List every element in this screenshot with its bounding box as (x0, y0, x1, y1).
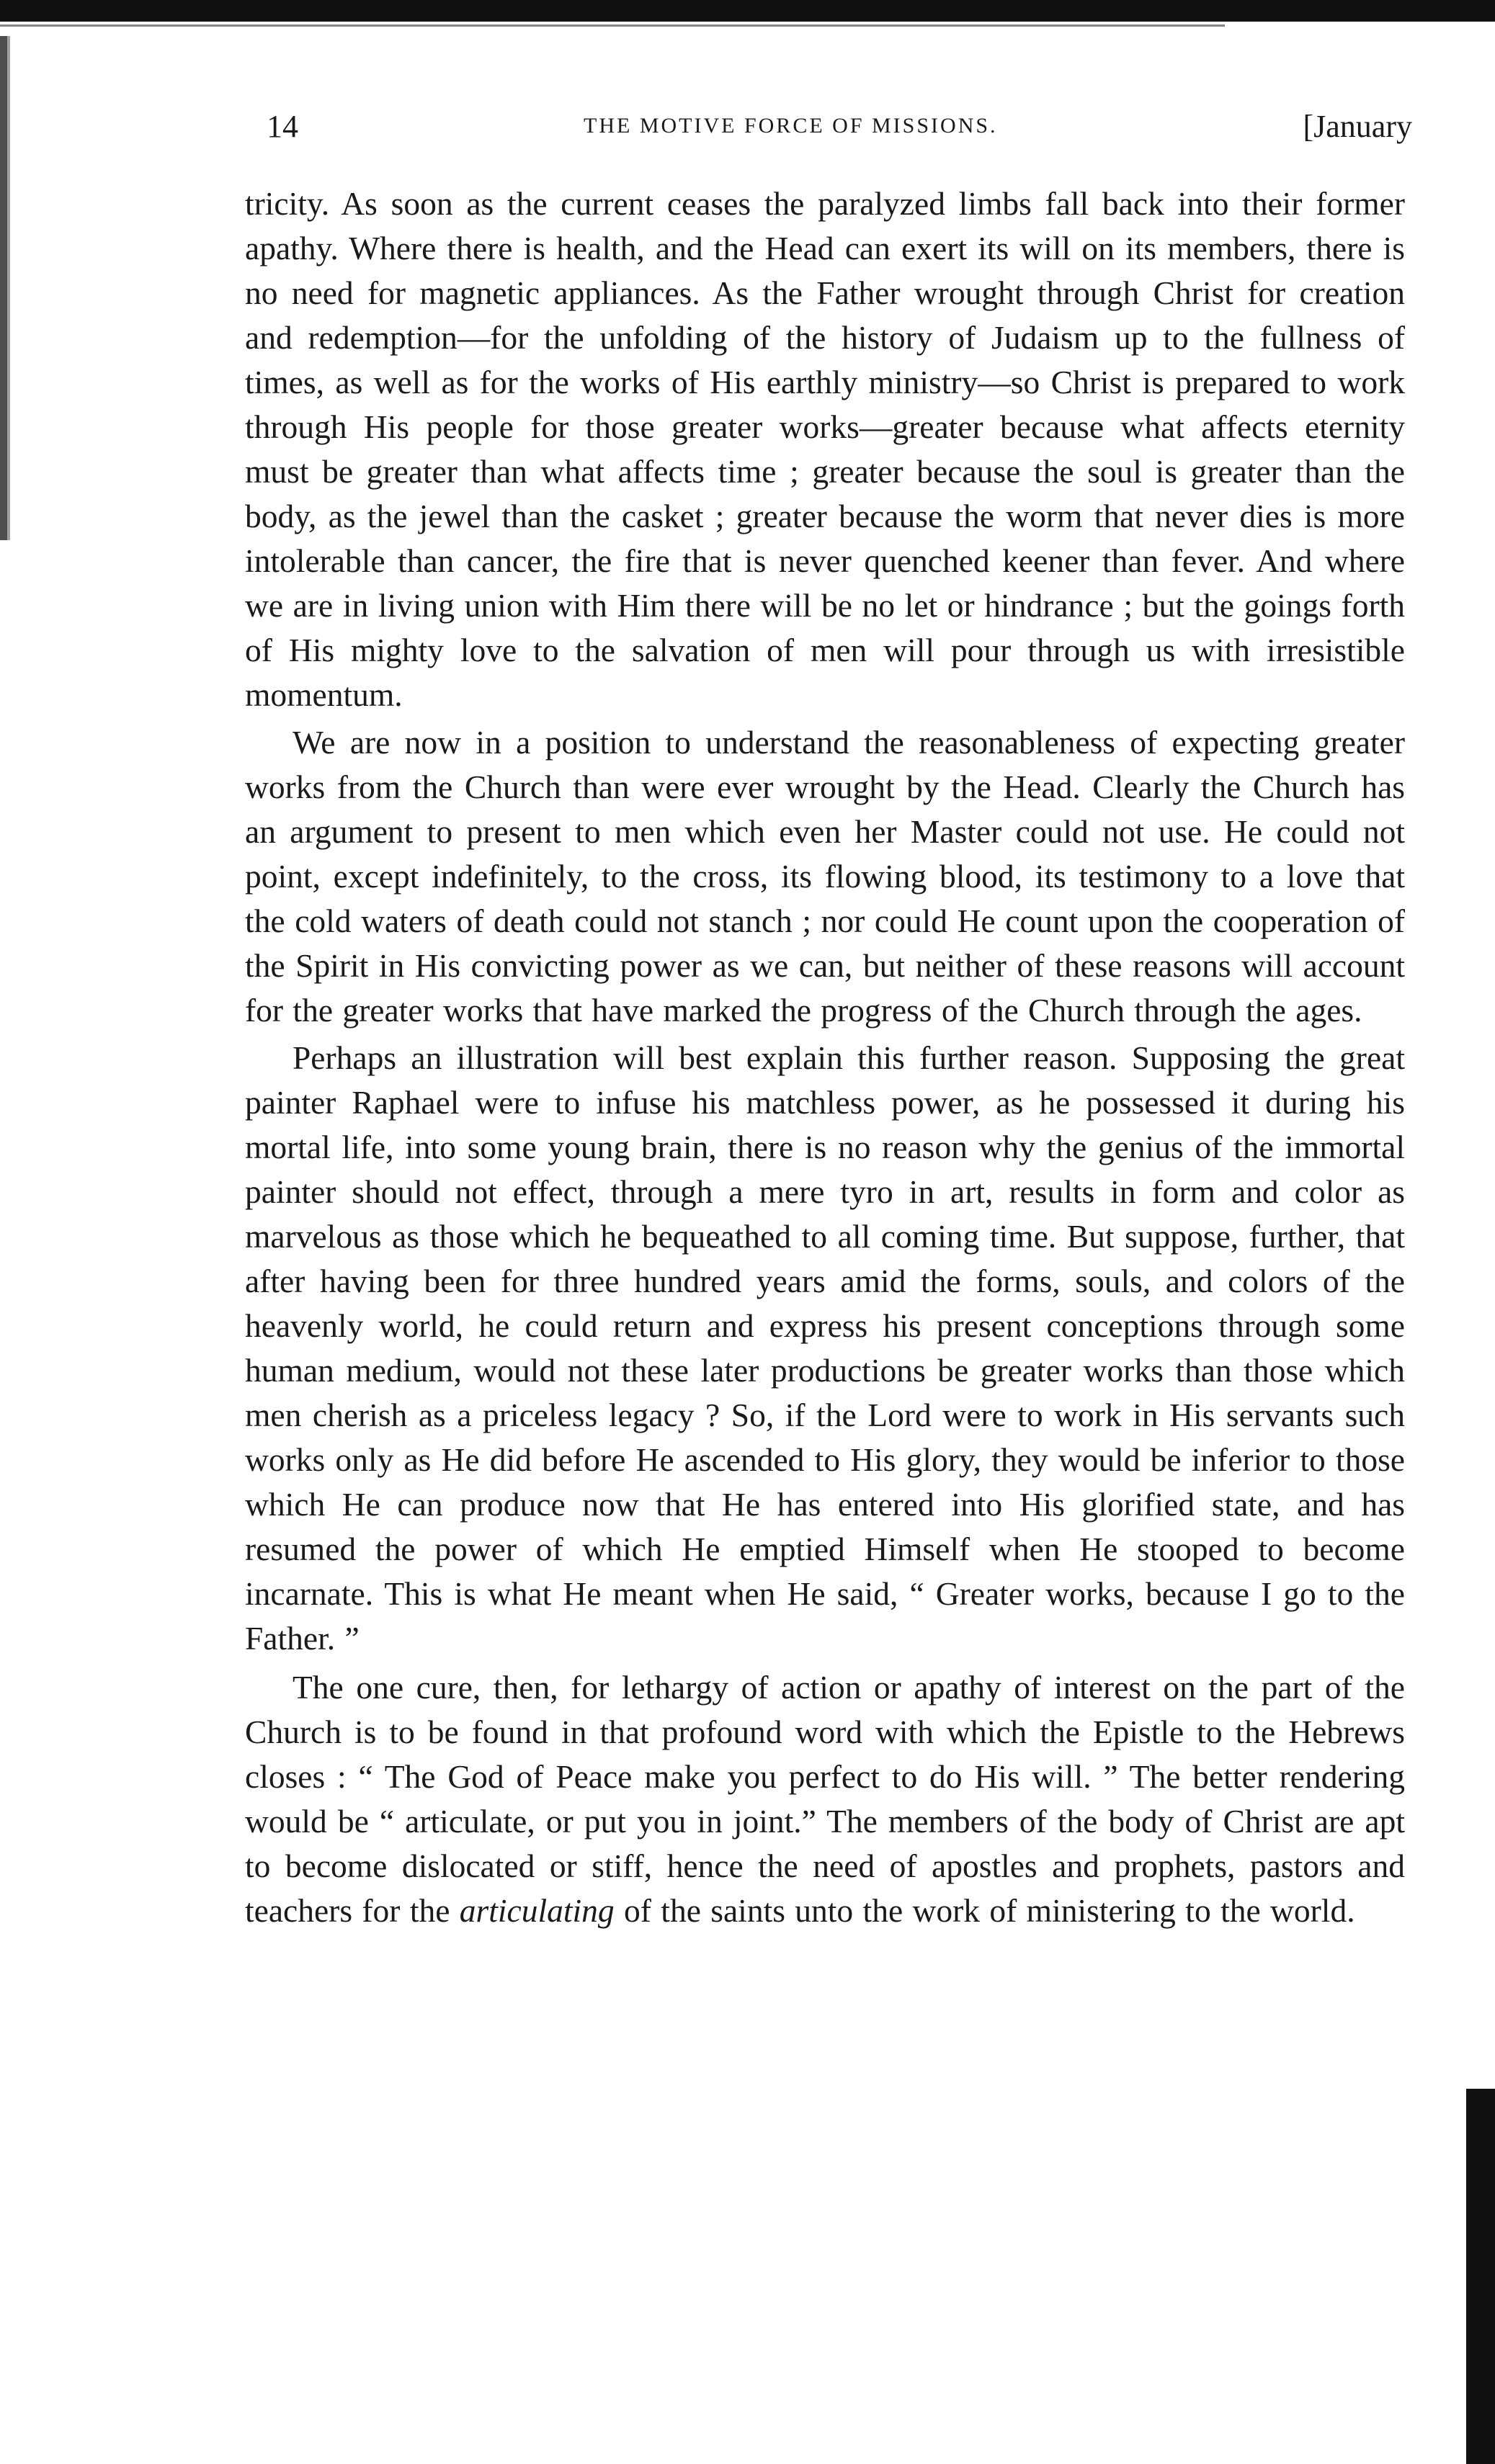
paragraph-cure-ending: of the saints unto the work of ministering to the world. (614, 1892, 1355, 1929)
article-body (245, 182, 1405, 1933)
paragraph-cure-text: The one cure, then, for lethargy of action or apathy of interest on the part of the Church is to be found in that profound word with which the Epistle to the Hebrews closes : “ The God of Peace make you perfect to do His will. ” The better rendering would be “ articulate, or put you in joint.” The members of the body of Christ are apt to become dislocated or stiff, hence the need of apostles and prophets, pastors and teachers for the (245, 1669, 1405, 1929)
paragraph-illustration: Perhaps an illustration will best explain this further reason. Supposing the great painter Raphael were to infuse his matchless power, as he possessed it during his mortal life, into some young brain, there is no reason why the genius of the immortal painter should not effect, through a mere tyro in art, results in form and color as marvelous as those which he bequeathed to all coming time. But suppose, further, that after having been for three hundred years amid the forms, souls, and colors of the heavenly world, he could return and express his present conceptions through some human medium, would not these later productions be greater works than those which men cherish as a priceless legacy ? So, if the Lord were to work in His servants such works only as He did before He ascended to His glory, they would be inferior to those which He can produce now that He has entered into His glorified state, and has resumed the power of which He emptied Himself when He stooped to become incarnate. This is what He meant when He said, “ Greater works, because I go to the Father. ” (245, 1039, 1405, 1657)
top-border (0, 0, 1495, 22)
right-scan-edge (1466, 2089, 1495, 2464)
page-header (267, 108, 1412, 158)
issue-month: [January (1303, 109, 1412, 144)
paragraph-reasonableness: We are now in a position to understand the reasonableness of expecting greater works from the Church than were ever wrought by the Head. Clearly the Church has an argument to present to men which even her Master could not use. He could not point, except indefinitely, to the cross, its flowing blood, its testimony to a love that the cold waters of death could not stanch ; nor could He count upon the cooperation of the Spirit in His convicting power as we can, but neither of these reasons will account for the greater works that have marked the progress of the Church through the ages. (245, 724, 1405, 1029)
running-title: THE MOTIVE FORCE OF MISSIONS. (584, 114, 998, 138)
left-scan-edge (0, 36, 22, 540)
top-rule-line (0, 24, 1225, 27)
page-number: 14 (267, 109, 298, 144)
paragraph-cure (245, 1665, 1405, 1933)
emphasized-word: articulating (459, 1892, 615, 1929)
paragraph-continued: tricity. As soon as the current ceases the paralyzed limbs fall back into their former apathy. Where there is health, and the Head can exert its will on its members, there is no need for magnetic appliances. As the Father wrought through Christ for creation and redemption—for the unfolding of the history of Judaism up to the fullness of times, as well as for the works of His earthly ministry—so Christ is prepared to work through His people for those greater works—greater because what affects eternity must be greater than what affects time ; greater because the soul is greater than the body, as the jewel than the casket ; greater because the worm that never dies is more intolerable than cancer, the fire that is never quenched keener than fever. And where we are in living union with Him there will be no let or hindrance ; but the goings forth of His mighty love to the salvation of men will pour through us with irresistible momentum. (245, 185, 1405, 713)
